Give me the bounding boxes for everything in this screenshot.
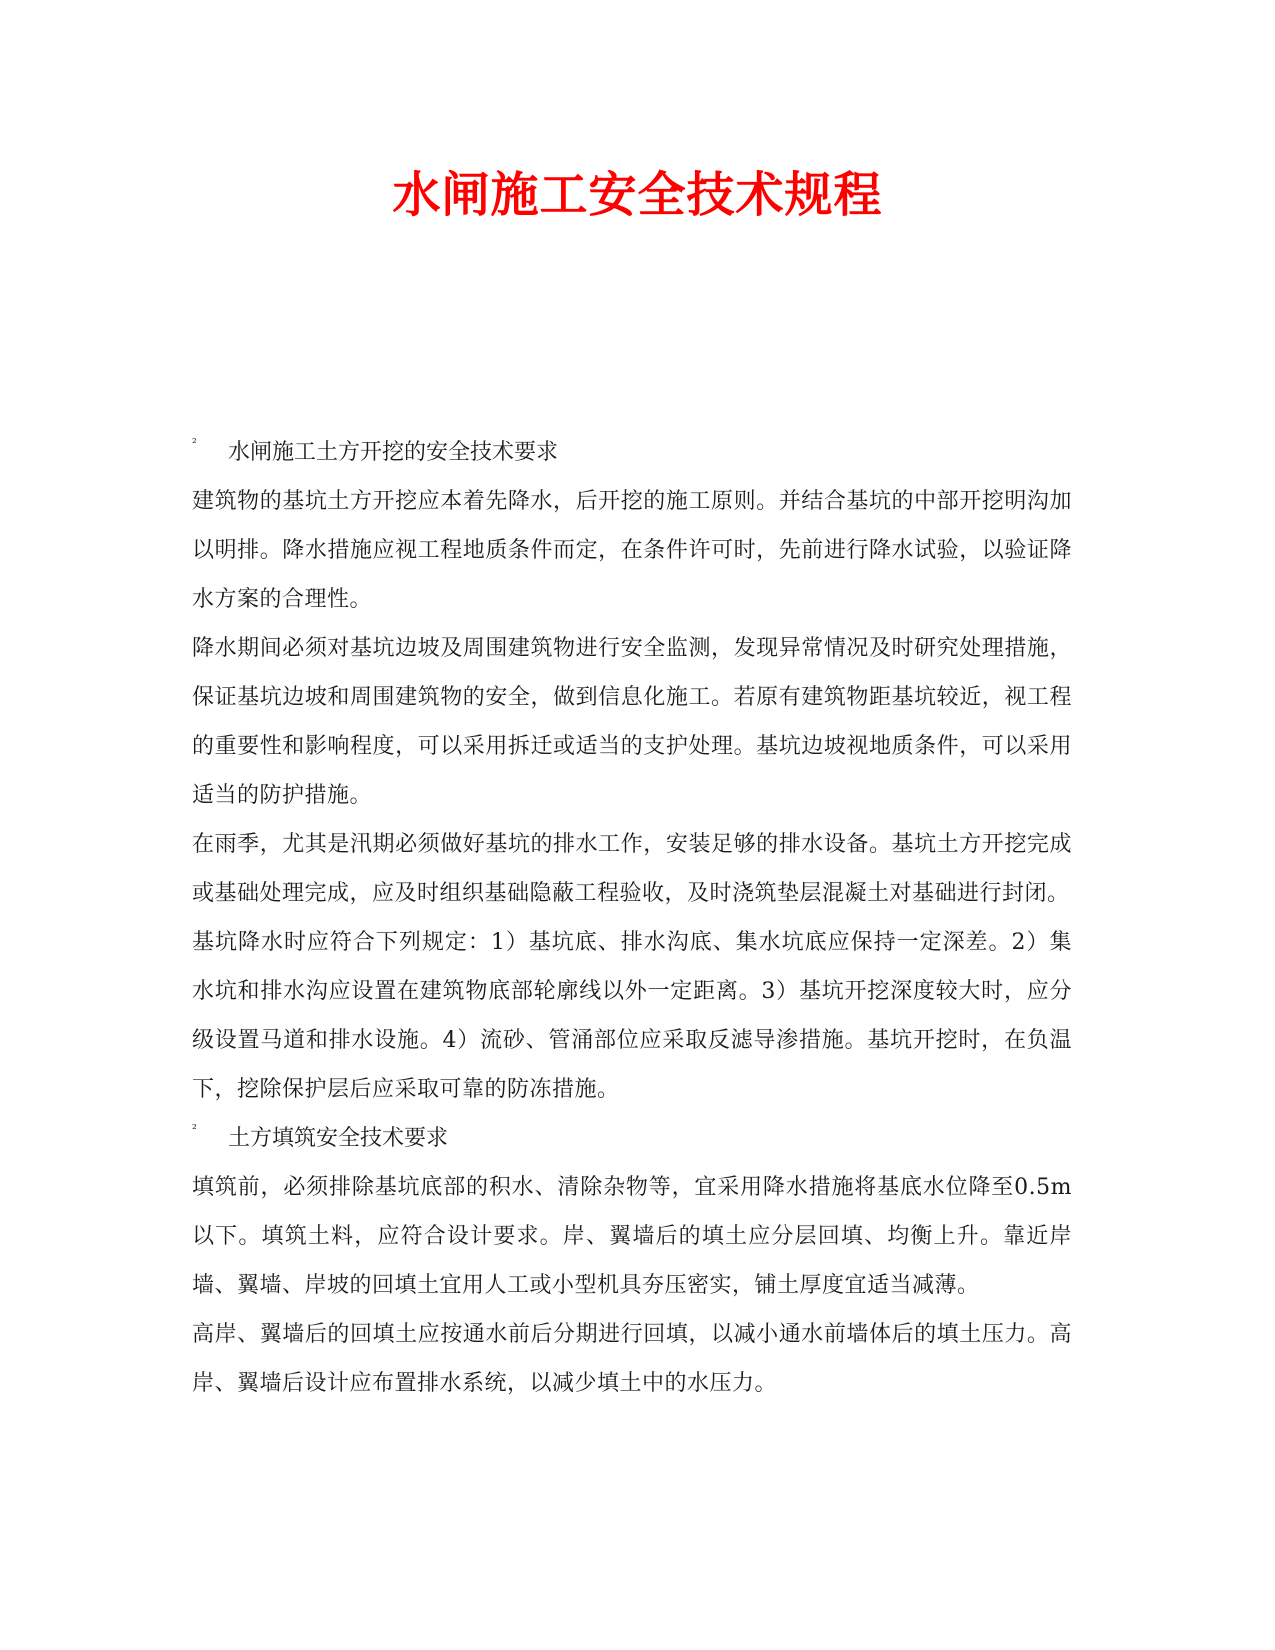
paragraph: 基坑降水时应符合下列规定：1）基坑底、排水沟底、集水坑底应保持一定深差。2）集水坑和排水沟应设置在建筑物底部轮廓线以外一定距离。3）基坑开挖深度较大时，应分级设置马道和排水设施。4）流砂、管涌部位应采取反滤导渗措施。基坑开挖时，在负温下，挖除保护层后应采取可靠的防冻措施。 bbox=[192, 930, 1072, 1102]
paragraph: 降水期间必须对基坑边坡及周围建筑物进行安全监测，发现异常情况及时研究处理措施，保证基坑边坡和周围建筑物的安全，做到信息化施工。若原有建筑物距基坑较近，视工程的重要性和影响程度，可以采用拆迁或适当的支护处理。基坑边坡视地质条件，可以采用适当的防护措施。 bbox=[192, 636, 1072, 808]
bullet-marker: ² bbox=[192, 1122, 197, 1136]
section-heading-text: 土方填筑安全技术要求 bbox=[228, 1126, 449, 1151]
section-heading bbox=[192, 1114, 1072, 1163]
section-heading bbox=[192, 428, 1072, 477]
paragraph: 建筑物的基坑土方开挖应本着先降水，后开挖的施工原则。并结合基坑的中部开挖明沟加以明排。降水措施应视工程地质条件而定，在条件许可时，先前进行降水试验，以验证降水方案的合理性。 bbox=[192, 489, 1072, 612]
bullet-marker: ² bbox=[192, 436, 197, 450]
document-title: 水闸施工安全技术规程 bbox=[392, 167, 883, 223]
section-heading-text: 水闸施工土方开挖的安全技术要求 bbox=[228, 440, 559, 465]
paragraph: 在雨季，尤其是汛期必须做好基坑的排水工作，安装足够的排水设备。基坑土方开挖完成或基础处理完成，应及时组织基础隐蔽工程验收，及时浇筑垫层混凝土对基础进行封闭。 bbox=[192, 832, 1072, 906]
document-body bbox=[192, 428, 1072, 1408]
paragraph: 高岸、翼墙后的回填土应按通水前后分期进行回填，以减小通水前墙体后的填土压力。高岸、翼墙后设计应布置排水系统，以减少填土中的水压力。 bbox=[192, 1322, 1072, 1396]
paragraph: 填筑前，必须排除基坑底部的积水、清除杂物等，宜采用降水措施将基底水位降至0.5m以下。填筑土料，应符合设计要求。岸、翼墙后的填土应分层回填、均衡上升。靠近岸墙、翼墙、岸坡的回填土宜用人工或小型机具夯压密实，铺土厚度宜适当减薄。 bbox=[192, 1175, 1072, 1298]
